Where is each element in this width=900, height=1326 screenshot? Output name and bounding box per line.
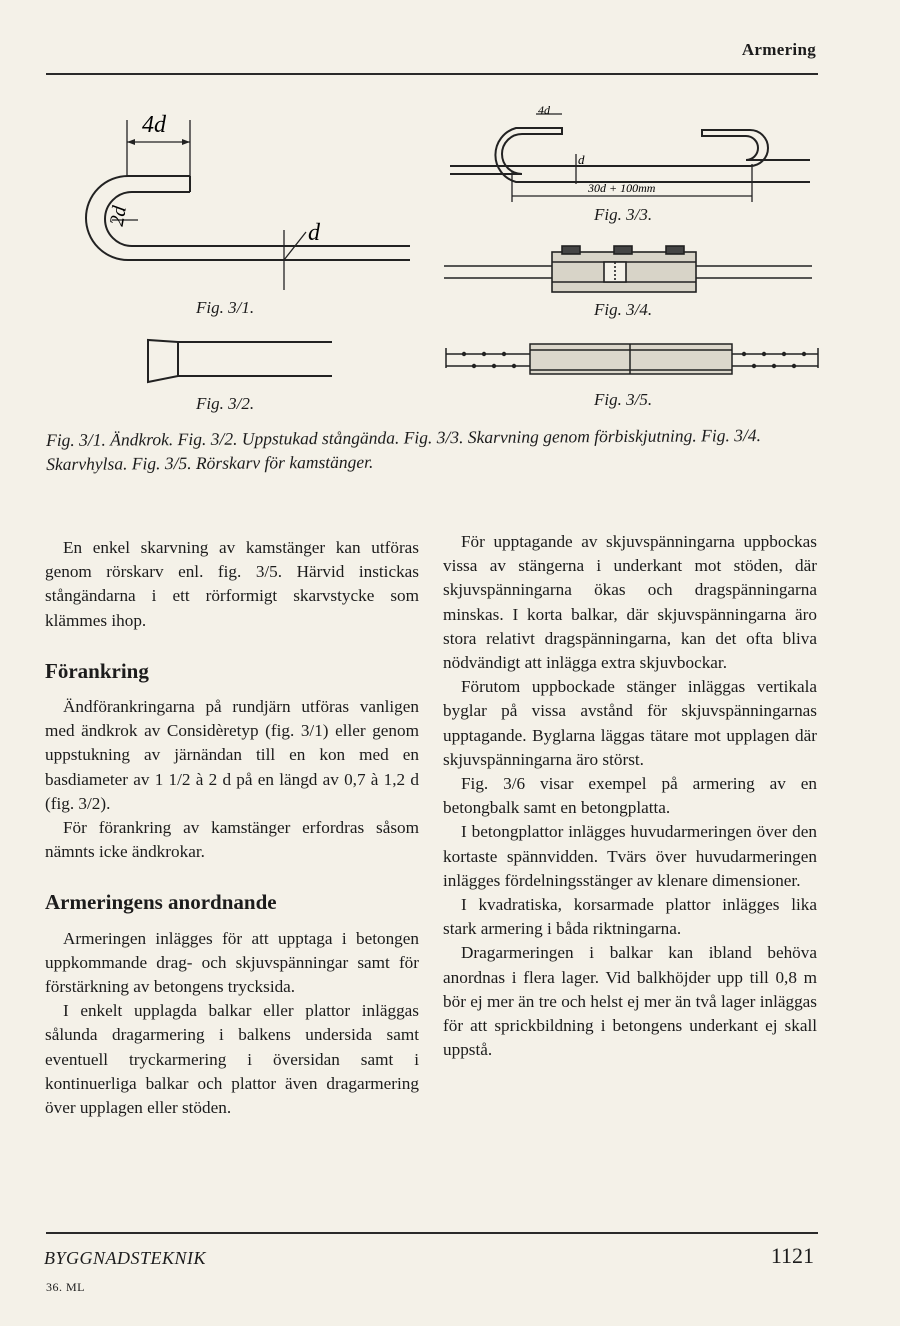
figure-3-3-lap-splice: [450, 104, 814, 204]
fig3-dim-4d: 4d: [538, 103, 550, 117]
right-paragraph-4: I betongplattor inlägges huvudarmeringen över den kortaste spännvidden. Tvärs över huvudarmeringen inlägges fördelningsstänger av klenare dimensioner.: [443, 822, 817, 890]
fig1-dim-2d: 2d: [105, 204, 131, 228]
heading-armeringens-anordnande: Armeringens anordnande: [45, 890, 277, 915]
fig-3-2-label: Fig. 3/2.: [196, 394, 255, 413]
left-paragraph-5: I enkelt upplagda balkar eller plattor inläggas sålunda dragarmering i balkens undersida samt eventuell tryckarmering i översidan samt i kontinuerliga balkar och plattor även dragarmering över upplagen eller stöden.: [45, 1001, 419, 1118]
print-signature-mark: 36. ML: [46, 1280, 85, 1294]
figure-3-1-end-hook: [70, 100, 420, 300]
left-paragraph-1: En enkel skarvning av kamstänger kan utföras genom rörskarv enl. fig. 3/5. Härvid instickas stångändarna i ett rörformigt skarvstycke som klämmes ihop.: [45, 538, 419, 630]
header-rule: [46, 73, 818, 75]
fig1-dim-d: d: [308, 220, 320, 246]
footer-publication-title: BYGGNADSTEKNIK: [44, 1248, 207, 1268]
right-paragraph-6: Dragarmeringen i balkar kan ibland behöva anordnas i flera lager. Vid balkhöjder upp till 0,8 m bör ej mer än tre och helst ej mer än två lager inläggas för att sprickbildning i betongens underkant ej skall uppstå.: [443, 943, 817, 1060]
fig-3-4-label: Fig. 3/4.: [594, 300, 653, 319]
fig-3-1-label: Fig. 3/1.: [196, 298, 255, 317]
right-paragraph-2: Förutom uppbockade stänger inläggas vertikala byglar på vissa avstånd för skjuvspänningarnas upptagande. Byglarna läggas tätare mot upplagen där skjuvspänningarna äro störst.: [443, 677, 817, 769]
fig3-dim-d: d: [578, 152, 585, 167]
fig-3-3-label: Fig. 3/3.: [594, 205, 653, 224]
page-number: 1121: [770, 1243, 814, 1268]
right-paragraph-1: För upptagande av skjuvspänningarna uppbockas vissa av stängerna i underkant mot stöden, där skjuvspänningarna ökas och dragspänningarna minskas. I korta balkar, där skjuvspänningarna äro stora relativt dragspänningarna, kan det ofta bliva nödvändigt att inlägga extra skjuvbockar.: [443, 532, 817, 673]
right-paragraph-5: I kvadratiska, korsarmade plattor inlägges lika stark armering i båda riktningarna.: [443, 895, 817, 939]
figure-3-2-upset-end: [140, 336, 340, 386]
fig-3-5-label: Fig. 3/5.: [594, 390, 653, 409]
left-paragraph-4: Armeringen inlägges för att upptaga i betongen uppkommande drag- och skjuvspänningar samt för förstärkning av betongens trycksida.: [45, 928, 419, 997]
left-paragraph-3: För förankring av kamstänger erfordras såsom nämnts icke ändkrokar.: [45, 818, 419, 862]
figure-caption: Fig. 3/1. Ändkrok. Fig. 3/2. Uppstukad stångända. Fig. 3/3. Skarvning genom förbiskjutning. Fig. 3/4. Skarvhylsa. Fig. 3/5. Rörskarv för kamstänger.: [46, 425, 761, 474]
figure-3-5-pipe-splice: [444, 340, 820, 380]
right-paragraph-3: Fig. 3/6 visar exempel på armering av en betongbalk samt en betongplatta.: [443, 774, 817, 818]
footer-rule: [46, 1232, 818, 1234]
left-paragraph-2: Ändförankringarna på rundjärn utföras vanligen med ändkrok av Considèretyp (fig. 3/1) eller genom uppstukning av järnändan till en kon med en basdiameter av 1 1/2 à 2 d på en längd av 0,7 à 1,2 d (fig. 3/2).: [45, 697, 419, 813]
left-column: [45, 536, 419, 1120]
right-column: [443, 530, 817, 1062]
running-header: Armering: [741, 40, 816, 59]
figure-3-4-splice-sleeve: [444, 244, 814, 300]
fig1-dim-4d: 4d: [142, 112, 166, 138]
fig3-dim-length: 30d + 100mm: [588, 181, 656, 195]
heading-forankring: Förankring: [45, 658, 149, 683]
